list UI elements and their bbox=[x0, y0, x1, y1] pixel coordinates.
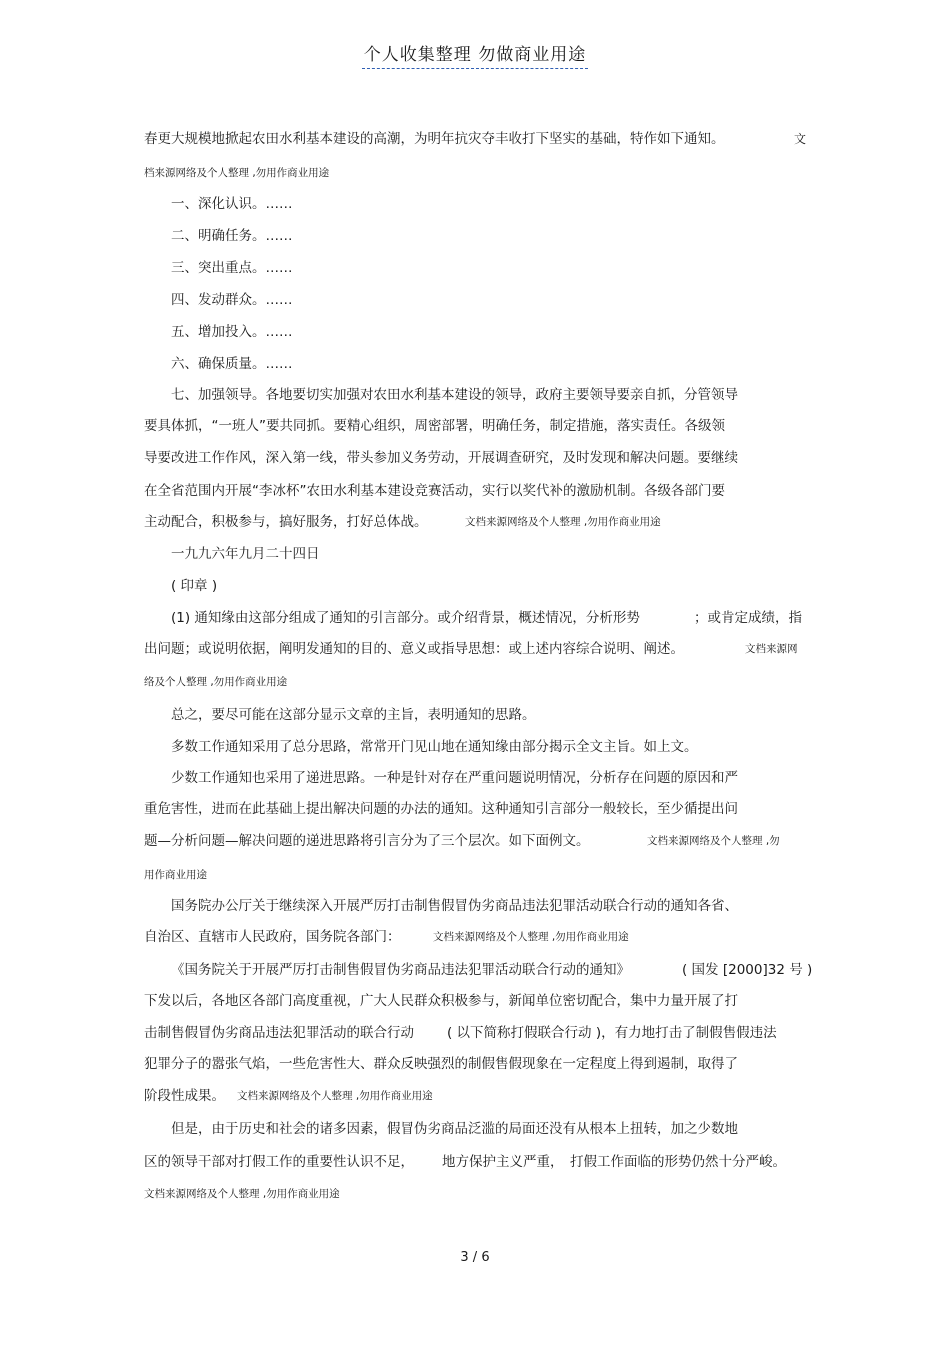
list-item: 六、确保质量。…… bbox=[171, 356, 293, 372]
list-item: 三、突出重点。…… bbox=[171, 260, 293, 276]
source-note: 文档来源网络及个人整理 ,勿用作商业用途 bbox=[144, 1188, 340, 1200]
text-line: 犯罪分子的嚣张气焰，一些危害性大、群众反映强烈的制假售假现象在一定程度上得到遏制，取得了 bbox=[144, 1056, 738, 1072]
list-item: 四、发动群众。…… bbox=[171, 292, 293, 308]
seal-line: ( 印章 ) bbox=[171, 578, 218, 594]
text-line: 总之，要尽可能在这部分显示文章的主旨，表明通知的思路。 bbox=[171, 707, 536, 723]
source-note: 文 bbox=[794, 132, 807, 146]
text-line: 多数工作通知采用了总分思路，常常开门见山地在通知缘由部分揭示全文主旨。如上文。 bbox=[171, 739, 698, 755]
text-line: 击制售假冒伪劣商品违法犯罪活动的联合行动 bbox=[144, 1025, 414, 1041]
text-line: 《国务院关于开展严厉打击制售假冒伪劣商品违法犯罪活动联合行动的通知》 bbox=[171, 962, 630, 978]
page-number: 3 / 6 bbox=[460, 1250, 490, 1265]
text-fragment: ( 以下简称打假联合行动 )，有力地打击了制假售假违法 bbox=[447, 1025, 777, 1041]
date-line: 一九九六年九月二十四日 bbox=[171, 546, 320, 562]
source-note: 用作商业用途 bbox=[144, 869, 207, 881]
text-line: 在全省范围内开展“李冰杯”农田水利基本建设竞赛活动，实行以奖代补的激励机制。各级各部门要 bbox=[144, 483, 725, 499]
text-line: 少数工作通知也采用了递进思路。一种是针对存在严重问题说明情况，分析存在问题的原因和严 bbox=[171, 770, 738, 786]
source-note: 文档来源网 bbox=[745, 643, 798, 655]
source-note: 文档来源网络及个人整理 ,勿用作商业用途 bbox=[237, 1090, 433, 1102]
text-line: 春更大规模地掀起农田水利基本建设的高潮，为明年抗灾夺丰收打下坚实的基础，特作如下通知。 bbox=[144, 131, 725, 147]
list-item: 二、明确任务。…… bbox=[171, 228, 293, 244]
page-header bbox=[0, 40, 950, 65]
text-line: 出问题；或说明依据，阐明发通知的目的、意义或指导思想：或上述内容综合说明、阐述。 bbox=[144, 641, 684, 657]
text-line: 区的领导干部对打假工作的重要性认识不足， bbox=[144, 1154, 414, 1170]
list-item: 五、增加投入。…… bbox=[171, 324, 293, 340]
text-line: 阶段性成果。 bbox=[144, 1088, 225, 1104]
text-fragment: 地方保护主义严重， bbox=[442, 1154, 564, 1170]
text-line: 重危害性，进而在此基础上提出解决问题的办法的通知。这种通知引言部分一般较长，至少循提出问 bbox=[144, 801, 738, 817]
text-line: (1) 通知缘由这部分组成了通知的引言部分。或介绍背景，概述情况，分析形势 bbox=[171, 610, 640, 626]
text-line: 七、加强领导。各地要切实加强对农田水利基本建设的领导，政府主要领导要亲自抓，分管领导 bbox=[171, 387, 738, 403]
text-line: 导要改进工作作风，深入第一线，带头参加义务劳动，开展调查研究，及时发现和解决问题。要继续 bbox=[144, 450, 738, 466]
text-line: 主动配合，积极参与，搞好服务，打好总体战。 bbox=[144, 514, 428, 530]
text-line: 但是，由于历史和社会的诸多因素，假冒伪劣商品泛滥的局面还没有从根本上扭转，加之少数地 bbox=[171, 1121, 738, 1137]
source-note: 络及个人整理 ,勿用作商业用途 bbox=[144, 676, 288, 688]
header-title: 个人收集整理 勿做商业用途 bbox=[362, 45, 588, 69]
source-note: 档来源网络及个人整理 ,勿用作商业用途 bbox=[144, 167, 330, 179]
text-line: 下发以后，各地区各部门高度重视，广大人民群众积极参与，新闻单位密切配合，集中力量开展了打 bbox=[144, 993, 738, 1009]
text-line: 自治区、直辖市人民政府，国务院各部门： bbox=[144, 929, 401, 945]
text-line: 国务院办公厅关于继续深入开展严厉打击制售假冒伪劣商品违法犯罪活动联合行动的通知各省、 bbox=[171, 898, 738, 914]
text-fragment: ；或肯定成绩，指 bbox=[694, 610, 802, 626]
text-line: 题—分析问题—解决问题的递进思路将引言分为了三个层次。如下面例文。 bbox=[144, 833, 590, 849]
source-note: 文档来源网络及个人整理 ,勿用作商业用途 bbox=[433, 931, 629, 943]
source-note: 文档来源网络及个人整理 ,勿 bbox=[647, 835, 780, 847]
text-fragment: 打假工作面临的形势仍然十分严峻。 bbox=[570, 1154, 786, 1170]
source-note: 文档来源网络及个人整理 ,勿用作商业用途 bbox=[465, 516, 661, 528]
list-item: 一、深化认识。…… bbox=[171, 196, 293, 212]
text-line: 要具体抓，“一班人”要共同抓。要精心组织，周密部署，明确任务，制定措施，落实责任。各级领 bbox=[144, 418, 725, 434]
text-fragment: ( 国发 [2000]32 号 ) bbox=[682, 962, 813, 978]
